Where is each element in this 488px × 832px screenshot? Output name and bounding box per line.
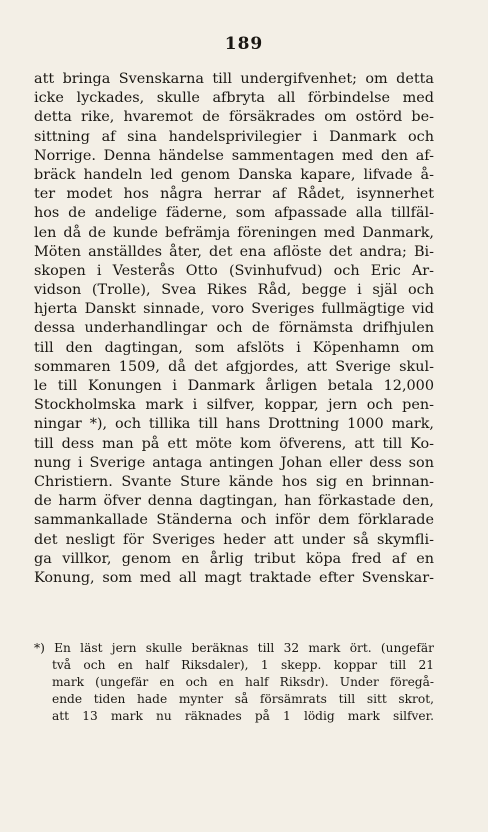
footnote xyxy=(34,640,434,725)
body-line: Stockholmska mark i silfver, koppar, jern och pen- xyxy=(34,397,434,414)
body-line: vidson (Trolle), Svea Rikes Råd, begge i själ och xyxy=(34,282,434,299)
body-line: att bringa Svenskarna till undergifvenhet; om detta xyxy=(34,71,434,87)
body-line: Christiern. Svante Sture kände hos sig en brinnan- xyxy=(34,473,434,490)
body-line: de harm öfver denna dagtingan, han förkastade den, xyxy=(34,493,434,510)
body-line: Norrige. Denna händelse sammentagen med den af- xyxy=(34,147,434,164)
body-line: skopen i Vesterås Otto (Svinhufvud) och Eric Ar- xyxy=(34,262,434,279)
body-line: ga villkor, genom en årlig tribut köpa fred af en xyxy=(34,550,434,567)
footnote-line: ende tiden hade mynter så försämrats till sitt skrot, xyxy=(52,692,434,706)
body-line: till den dagtingan, som afslöts i Köpenhamn om xyxy=(34,339,434,356)
body-line: hjerta Danskt sinnade, voro Sveriges fullmägtige vid xyxy=(34,301,434,318)
body-line: sommaren 1509, då det afgjordes, att Sverige skul- xyxy=(34,358,434,375)
body-line: len då de kunde befrämja föreningen med Danmark, xyxy=(34,224,434,241)
body-line: icke lyckades, skulle afbryta all förbindelse med xyxy=(34,90,434,107)
footnote-line: *) En läst jern skulle beräknas till 32 mark ört. (ungefär xyxy=(34,641,434,655)
body-line: sammankallade Ständerna och inför dem förklarade xyxy=(34,512,434,529)
footnote-line: mark (ungefär en och en half Riksdr). Under föregå- xyxy=(52,675,434,689)
body-line: bräck handeln led genom Danska kapare, lifvade å- xyxy=(34,166,434,183)
body-line: detta rike, hvaremot de försäkrades om ostörd be- xyxy=(34,109,434,126)
body-line: hos de andelige fäderne, som afpassade alla tillfäl- xyxy=(34,205,434,222)
body-line: det nesligt för Sveriges heder att under så skymfli- xyxy=(34,531,434,548)
body-line: ningar *), och tillika till hans Drottning 1000 mark, xyxy=(34,416,434,433)
body-line: dessa underhandlingar och de förnämsta drifhjulen xyxy=(34,320,434,337)
body-line: ter modet hos några herrar af Rådet, isynnerhet xyxy=(34,186,434,203)
body-text xyxy=(34,70,434,588)
body-line: le till Konungen i Danmark årligen betala 12,000 xyxy=(34,378,434,394)
body-line: Konung, som med all magt traktade efter Svenskar- xyxy=(34,569,434,586)
body-line: sittning af sina handelsprivilegier i Danmark och xyxy=(34,128,434,145)
footnote-line: att 13 mark nu räknades på 1 lödig mark silfver. xyxy=(52,709,434,723)
footnote-line: två och en half Riksdaler), 1 skepp. koppar till 21 xyxy=(52,658,434,672)
page-number: 189 xyxy=(224,34,264,54)
body-line: till dess man på ett möte kom öfverens, att till Ko- xyxy=(34,435,434,452)
body-line: nung i Sverige antaga antingen Johan eller dess son xyxy=(34,454,434,471)
body-line: Möten anställdes åter, det ena aflöste det andra; Bi- xyxy=(34,243,434,260)
